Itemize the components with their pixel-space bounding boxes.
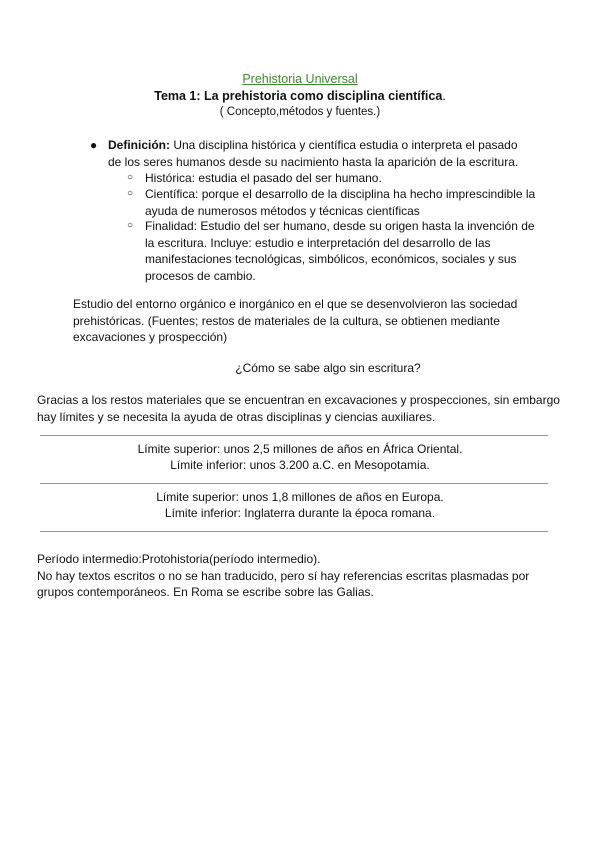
protohistoria-line: Período intermedio:Protohistoria(período intermedio). [37, 552, 321, 566]
question-text: ¿Cómo se sabe algo sin escritura? [235, 361, 421, 375]
question-line [0, 361, 600, 375]
definition-term: Definición: [108, 138, 170, 152]
divider [40, 483, 548, 484]
topic-heading-end: . [442, 89, 446, 103]
limit-inferior: Límite inferior: Inglaterra durante la época romana. [164, 506, 436, 520]
topic-subheading: ( Concepto,métodos y fuentes.) [219, 106, 381, 118]
definition-item: Finalidad: Estudio del ser humano, desde su origen hasta la invención de la escritura. Incluye: estudio e interpretación del desarrollo de las manifestaciones tecnológicas, simbólicos, económicos, sociales y sus procesos de cambio. [145, 219, 535, 283]
paragraph-restos: Gracias a los restos materiales que se encuentran en excavaciones y prospecciones, sin embargo hay límites y se necesita la ayuda de otras disciplinas y ciencias auxiliares. [37, 393, 560, 424]
paragraph-entorno: Estudio del entorno orgánico e inorgánico en el que se desenvolvieron las sociedad prehistóricas. (Fuentes; restos de materiales de la cultura, se obtienen mediante excavaciones y prospección) [73, 297, 518, 344]
definition-text: Una disciplina histórica y científica estudia o interpreta el pasado de los seres humanos desde su nacimiento hasta la aparición de la escritura. [108, 138, 519, 169]
sub-bullet: ○ [127, 172, 134, 183]
limit-superior: Límite superior: unos 1,8 millones de años en Europa. [156, 490, 444, 504]
divider [40, 435, 548, 436]
protohistoria-text: No hay textos escritos o no se han traducido, pero sí hay referencias escritas plasmadas por grupos contemporáneos. En Roma se escribe sobre las Galias. [37, 568, 530, 599]
definition-paragraph [108, 137, 528, 170]
limit-superior: Límite superior: unos 2,5 millones de años en África Oriental. [137, 442, 463, 456]
topic-heading-bold: Tema 1: La prehistoria como disciplina científica [154, 89, 443, 103]
paragraph-protohistoria [37, 551, 567, 601]
bullet-dot: ● [90, 138, 98, 152]
document-title: Prehistoria Universal [242, 72, 358, 86]
definition-item: Histórica: estudia el pasado del ser humano. [145, 171, 382, 185]
divider [40, 531, 548, 532]
sub-bullet: ○ [127, 220, 134, 231]
sub-bullet: ○ [127, 188, 134, 199]
definition-item: Científica: porque el desarrollo de la disciplina ha hecho imprescindible la ayuda de numerosos métodos y técnicas científicas [145, 187, 536, 218]
topic-heading [0, 89, 600, 103]
limit-inferior: Límite inferior: unos 3.200 a.C. en Mesopotamia. [170, 458, 430, 472]
